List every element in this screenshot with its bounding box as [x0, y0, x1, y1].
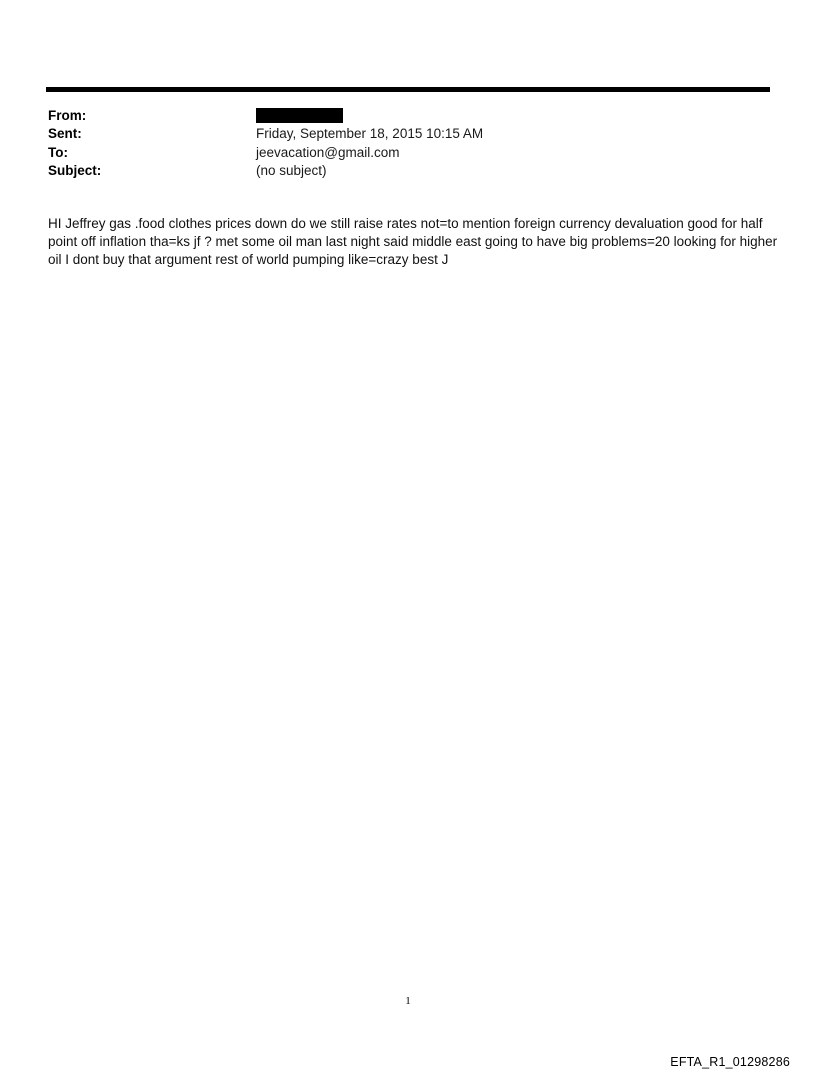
subject-value: (no subject): [256, 163, 327, 178]
sent-label: Sent:: [48, 126, 82, 141]
page-number: 1: [405, 995, 411, 1007]
from-label: From:: [48, 108, 87, 123]
email-body: HI Jeffrey gas .food clothes prices down do we still raise rates not=to mention foreign currency devaluation good for half point off inflation tha=ks jf ? met some oil man last night said middle east going to have big problems=20 looking for higher oil I dont buy that argument rest of world pumping like=crazy best J: [48, 216, 778, 267]
to-label: To:: [48, 145, 68, 160]
from-value: [256, 107, 343, 125]
subject-label: Subject:: [48, 163, 102, 178]
document-id: EFTA_R1_01298286: [670, 1055, 790, 1069]
to-value: jeevacation@gmail.com: [256, 145, 400, 160]
redaction-block: [256, 108, 343, 123]
header-divider: [46, 87, 770, 92]
sent-value: Friday, September 18, 2015 10:15 AM: [256, 126, 484, 141]
